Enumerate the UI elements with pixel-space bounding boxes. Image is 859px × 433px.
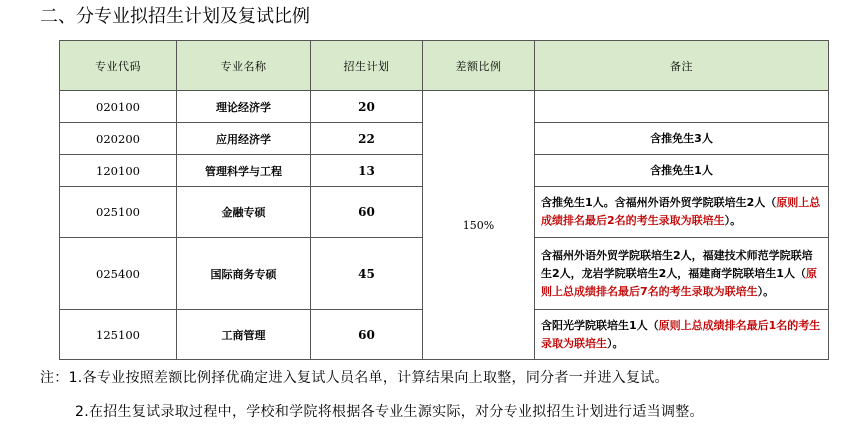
major-code: 025100 [60, 187, 177, 238]
major-code: 020200 [60, 123, 177, 155]
header-remarks: 备注 [535, 41, 829, 91]
major-code: 120100 [60, 155, 177, 187]
plan-count: 45 [311, 238, 423, 310]
header-major-name: 专业名称 [177, 41, 311, 91]
remark-highlight: 原则上总成绩排名最后7名的考生录取为联培生 [541, 266, 817, 298]
table-row [60, 91, 829, 123]
major-name: 金融专硕 [177, 187, 311, 238]
footnote-2: 2.在招生复试录取过程中，学校和学院将根据各专业生源实际，对分专业拟招生计划进行适当调整。 [75, 404, 704, 420]
plan-count: 60 [311, 310, 423, 360]
remark [535, 91, 829, 123]
ratio-value: 150% [423, 91, 535, 360]
major-code: 020100 [60, 91, 177, 123]
section-heading: 二、分专业拟招生计划及复试比例 [40, 6, 310, 27]
remark-text: 含推免生1人。含福州外语外贸学院联培生2人（ [541, 196, 777, 209]
table-header-row [60, 41, 829, 91]
remark-text: 含阳光学院联培生1人（ [541, 318, 659, 332]
remark [535, 187, 829, 238]
remark-tail: ）。 [607, 336, 624, 350]
major-name: 管理科学与工程 [177, 155, 311, 187]
major-name: 应用经济学 [177, 123, 311, 155]
remark: 含推免生3人 [535, 123, 829, 155]
header-enrollment-plan: 招生计划 [311, 41, 423, 91]
header-ratio: 差额比例 [423, 41, 535, 91]
enrollment-plan-table [59, 40, 829, 360]
remark: 含推免生1人 [535, 155, 829, 187]
major-name: 工商管理 [177, 310, 311, 360]
remark [535, 310, 829, 360]
plan-count: 20 [311, 91, 423, 123]
remark-text: 含福州外语外贸学院联培生2人，福建技术师范学院联培生2人，龙岩学院联培生2人，福建商学院联培生1人（ [541, 248, 813, 280]
major-name: 理论经济学 [177, 91, 311, 123]
remark [535, 238, 829, 310]
plan-count: 22 [311, 123, 423, 155]
header-major-code: 专业代码 [60, 41, 177, 91]
major-name: 国际商务专硕 [177, 238, 311, 310]
remark-highlight: 原则上总成绩排名最后1名的考生录取为联培生 [541, 318, 821, 350]
plan-count: 60 [311, 187, 423, 238]
remark-tail: ）。 [724, 214, 742, 227]
remark-tail: ）。 [757, 284, 775, 298]
major-code: 025400 [60, 238, 177, 310]
remark-highlight: 原则上总成绩排名最后2名的考生录取为联培生 [541, 196, 821, 227]
plan-count: 13 [311, 155, 423, 187]
footnote-1: 注：1.各专业按照差额比例择优确定进入复试人员名单，计算结果向上取整，同分者一并进入复试。 [40, 370, 669, 386]
major-code: 125100 [60, 310, 177, 360]
